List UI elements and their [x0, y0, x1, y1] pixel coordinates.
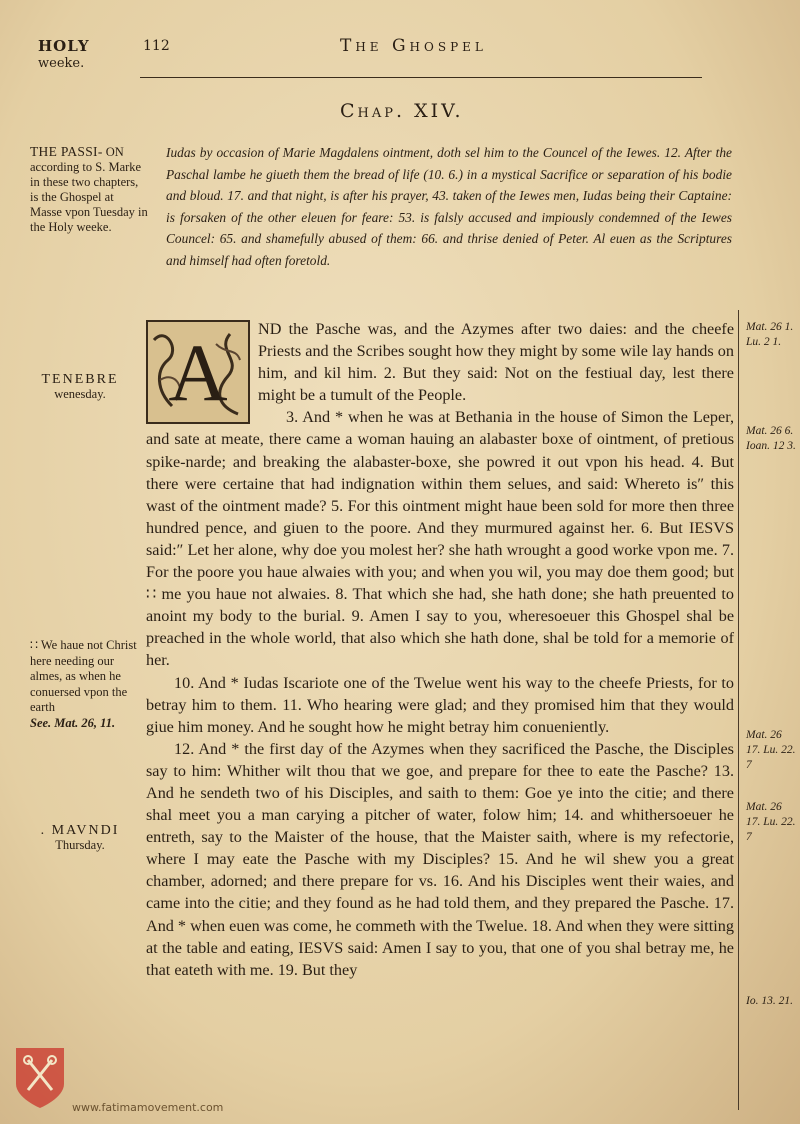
gloss-text: ∷ We haue not Christ here needing our almes, as when he conuersed vpon the earth [30, 638, 137, 714]
verse-paragraph-1: ND the Pasche was, and the Azymes after two daies: and the cheefe Priests and the Scribes sought how they might by some wile lay hands on him, and kil him. 2. But they said: Not on the festiual day, lest there might be a tumult of the People. [258, 320, 734, 405]
right-margin-rule [738, 310, 739, 1110]
verse-paragraph-3: 10. And * Iudas Iscariote one of the Twelue went his way to the cheefe Priests, for to betray him to them. 11. Who hearing were glad; and they promised him that they would giue him money. And he sought how he might betray him conueniently. [146, 673, 734, 736]
margin-note-passion [30, 144, 148, 235]
chapter-heading: Chap. XIV. [340, 100, 464, 122]
decorated-initial [146, 320, 250, 424]
passion-caption: THE PASSI- [30, 144, 103, 159]
verse-paragraph-4: 12. And * the first day of the Azymes when they sacrificed the Pasche, the Disciples say to him: Whither wilt thou that we goe, and prepare for thee to eate the Pasche? 13. And he sendeth two of his Disciples, and saith to them: Goe ye into the citie; and there shal meet you a man carying a pitcher of water, folow him; 14. and whithersoeuer he entreth, say to the Maister of the house, that the Maister saith, where is my refectorie, where I may eate the Pasche with my Disciples? 15. And he wil shew you a great chamber, adorned; and there prepare for vs. 16. And his Disciples went their waies, and came into the citie; and they found as he had told them, and they prepared the Pasche. 17. And * when euen was come, he commeth with the Twelue. 18. And when they were sitting at the table and eating, IESVS said: Amen I say to you, that one of you shal betray me, he that eateth with me. 19. But they [146, 739, 734, 979]
cross-reference-1: Mat. 26 1. Lu. 2 1. [746, 321, 794, 348]
running-title: The Ghospel [340, 36, 487, 56]
initial-letter: A [168, 327, 228, 418]
passion-text: ON according to S. Marke in these two chapters, is the Ghospel at Masse vpon Tuesday in the Holy weeke. [30, 145, 148, 234]
header-rule [140, 77, 702, 78]
gloss-reference: See. Mat. 26, 11. [30, 715, 116, 730]
tenebre-caption: TENEBRE [41, 372, 119, 387]
section-title: HOLY [38, 37, 90, 55]
page-number: 112 [143, 38, 170, 54]
cross-reference-2: Mat. 26 6. Ioan. 12 3. [746, 425, 796, 452]
margin-note-gloss [30, 638, 146, 731]
chapter-argument: Iudas by occasion of Marie Magdalens ointment, doth sel him to the Councel of the Iewes. 12. After the Paschal lambe he giueth them the bread of life (10. 6.) in a mystical Sacrifice or separation of his bodie and bloud. 17. and that night, is after his prayer, 43. taken of the Iewes men, Iudas being their Captaine: is forsaken of the other eleuen for feare: 53. is falsly accused and impiously condemned of the Iewes Councel: 65. and shamefully abused of them: 66. and thrise denied of Peter. Al euen as the Scriptures and himself had often foretold. [166, 145, 732, 268]
maundi-day: Thursday. [55, 838, 105, 852]
margin-note-tenebre [30, 372, 130, 402]
cross-reference-5: Io. 13. 21. [746, 995, 793, 1007]
cross-reference-4: Mat. 26 17. Lu. 22. 7 [746, 801, 796, 843]
papal-keys-watermark-icon [14, 1046, 66, 1110]
tenebre-day: wenesday. [54, 387, 106, 401]
scripture-body [146, 318, 734, 981]
cross-reference-3: Mat. 26 17. Lu. 22. 7 [746, 729, 796, 771]
watermark-shield [16, 1048, 64, 1108]
watermark-url: www.fatimamovement.com [72, 1101, 224, 1114]
section-subtitle: weeke. [38, 56, 85, 71]
running-head-section [38, 38, 90, 72]
verse-paragraph-2: 3. And * when he was at Bethania in the house of Simon the Leper, and sate at meate, there came a woman hauing an alabaster boxe of ointment, of pretious spike-narde; and breaking the alabaster-boxe, she powred it out vpon his head. 4. But there were certaine that had indignation within them selues, and said: Whereto is″ this wast of the ointment made? 5. For this ointment might haue been sold for more then three hundred pence, and giuen to the poore. And they murmured against her. 6. But IESVS said:″ Let her alone, why doe you molest her? she hath wrought a good worke vpon me. 7. For the poore you haue alwaies with you; and when you wil, you may doe them good; but ∷ me you haue not alwaies. 8. That which she had, she hath done; she hath preuented to anoint my body to the burial. 9. Amen I say to you, wheresoeuer this Ghospel shal be preached in the whole world, that also which she hath done, shal be told for a memorie of her. [146, 408, 734, 670]
margin-note-maundi [30, 823, 130, 853]
maundi-caption: . MAVNDI [40, 823, 120, 838]
